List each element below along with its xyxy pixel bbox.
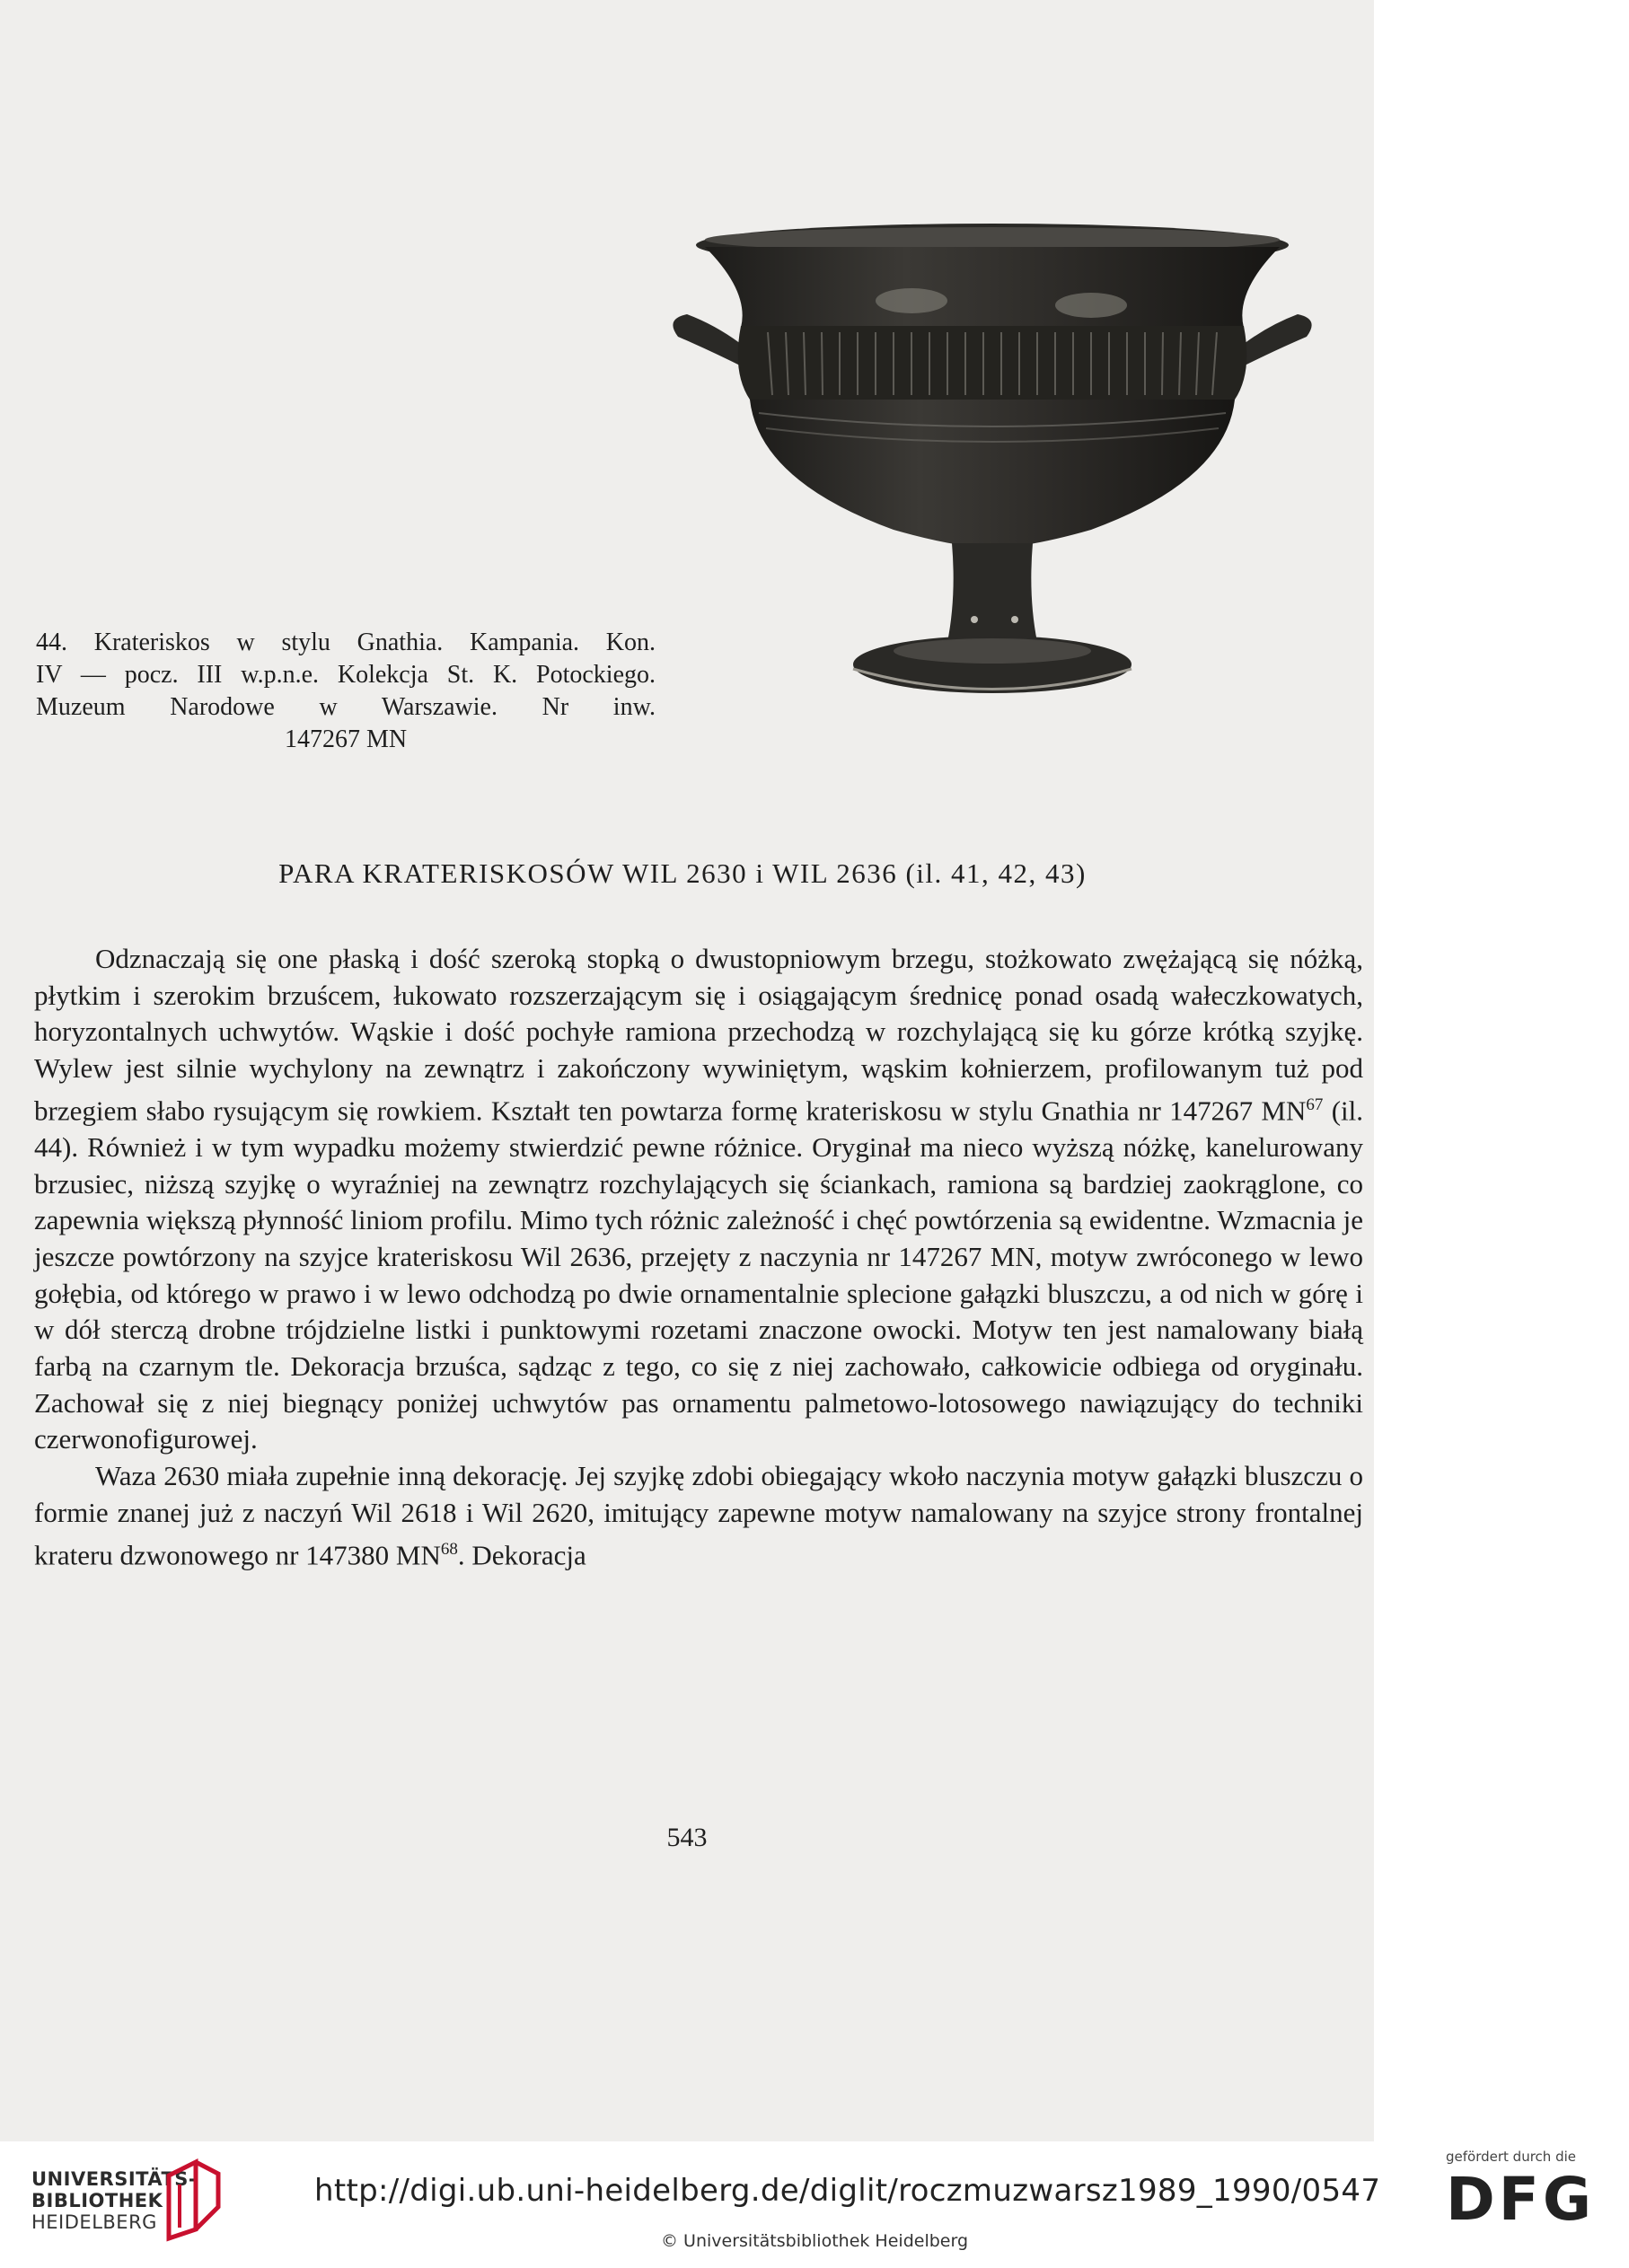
paragraph bbox=[34, 941, 1363, 1458]
dfg-logo[interactable] bbox=[1446, 2149, 1616, 2234]
vase-illustration bbox=[669, 220, 1316, 750]
logo-text: UNIVERSITÄTS- bbox=[31, 2168, 198, 2190]
vase-bowl bbox=[750, 400, 1235, 548]
vase-neck bbox=[705, 247, 1280, 328]
footnote-ref: 67 bbox=[1306, 1094, 1324, 1114]
dfg-caption: gefördert durch die bbox=[1446, 2149, 1576, 2165]
caption-line: Muzeum Narodowe w Warszawie. Nr inw. bbox=[36, 693, 656, 721]
paragraph bbox=[34, 1458, 1363, 1573]
figure-caption bbox=[36, 627, 656, 756]
logo-text: BIBLIOTHEK bbox=[31, 2190, 163, 2211]
page-number: 543 bbox=[666, 1823, 708, 1852]
footer-bar bbox=[0, 2141, 1629, 2268]
copyright-text: © Universitätsbibliothek Heidelberg bbox=[661, 2231, 969, 2251]
dfg-wordmark: DFG bbox=[1446, 2165, 1596, 2234]
caption-line: IV — pocz. III w.p.n.e. Kolekcja St. K. Potockiego. bbox=[36, 661, 656, 689]
krateriskos-photo bbox=[669, 220, 1316, 750]
vase-stem bbox=[947, 543, 1037, 642]
caption-line: 147267 MN bbox=[284, 725, 408, 753]
footnote-ref: 68 bbox=[440, 1539, 458, 1559]
source-url-link[interactable]: http://digi.ub.uni-heidelberg.de/diglit/roczmuzwarsz1989_1990/0547 bbox=[314, 2173, 1381, 2209]
caption-line: 44. Krateriskos w stylu Gnathia. Kampania. Kon. bbox=[36, 629, 656, 656]
body-text bbox=[34, 941, 1363, 1574]
paragraph-text: . Dekoracja bbox=[457, 1538, 586, 1570]
logo-text: HEIDELBERG bbox=[31, 2211, 157, 2233]
paragraph-text: (il. 44). Również i w tym wypadku możemy stwierdzić pewne różnice. Oryginał ma nieco wyższą nóżkę, kanelurowany brzusiec, niższą szyjkę o wyraźniej na zewnątrz rozchylających się ściankach, ramiona są bardziej zaokrąglone, co zapewnia większą płynność liniom profilu. Mimo tych różnic zależność i chęć powtórzenia są ewidentne. Wzmacnia je jeszcze powtórzony na szyjce krateriskosu Wil 2636, przejęty z naczynia nr 147267 MN, motyw zwróconego w lewo gołębia, od którego w prawo i w lewo odchodzą po dwie ornamentalnie splecione gałązki bluszczu, a od nich w górę i w dół sterczą drobne trójdzielne listki i punktowymi rozetami znaczone owocki. Motyw ten jest namalowany białą farbą na czarnym tle. Dekoracja brzuśca, sądząc z tego, co się z niej zachowało, całkowicie odbiega od oryginału. Zachował się z niej biegnący poniżej uchwytów pas ornamentu palmetowo-lotosowego nawiązujący do techniki czerwonofigurowej. bbox=[34, 1094, 1363, 1455]
ub-logo-icon bbox=[160, 2158, 225, 2244]
section-heading: PARA KRATERISKOSÓW WIL 2630 i WIL 2636 (il. 41, 42, 43) bbox=[278, 857, 1087, 889]
vase-fluted-band bbox=[738, 326, 1247, 400]
paragraph-text: Waza 2630 miała zupełnie inną dekorację. Jej szyjkę zdobi obiegający wkoło naczynia motyw gałązki bluszczu o formie znanej już z naczyń Wil 2618 i Wil 2620, imitujący zapewne motyw namalowany na szyjce strony frontalnej krateru dzwonowego nr 147380 MN bbox=[34, 1460, 1363, 1570]
paragraph-text: Odznaczają się one płaską i dość szeroką stopką o dwustopniowym brzegu, stożkowato zwężającą się nóżką, płytkim i szerokim brzuścem, łukowato rozszerzającym się i osiągającym średnicę ponad osadą wałeczkowatych, horyzontalnych uchwytów. Wąskie i dość pochyłe ramiona przechodzą w rozchylającą się ku górze krótką szyjkę. Wylew jest silnie wychylony na zewnątrz i zakończony wywiniętym, wąskim kołnierzem, profilowanym tuż pod brzegiem słabo rysującym się rowkiem. Kształt ten powtarza formę krateriskosu w stylu Gnathia nr 147267 MN bbox=[34, 943, 1363, 1127]
